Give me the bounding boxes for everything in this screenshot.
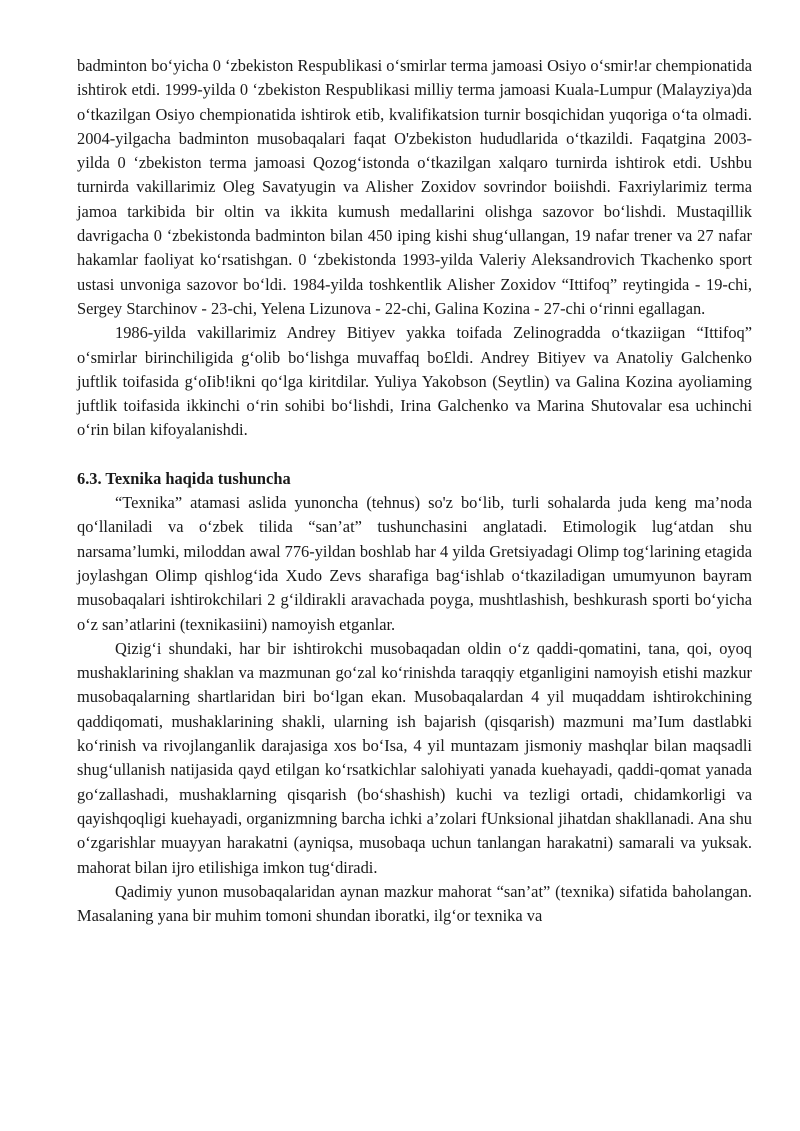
paragraph: Qizig‘i shundaki, har bir ishtirokchi musobaqadan oldin o‘z qaddi-qomatini, tana, qoi, oyoq mushaklarining shaklan va mazmunan go‘zal ko‘rinishda taraqqiy etganligini namoyish etishi mazkur musobaqalarning shartlaridan biri bo‘lgan ekan. Musobaqalardan 4 yil muqaddam ishtirokchining qaddiqomati, mushaklarining shakli, ularning ish bajarish (qisqarish) mazmuni ma’Ium dastlabki ko‘rinish va rivojlanganlik darajasiga xos bo‘Isa, 4 yil muntazam jismoniy mashqlar bilan maqsadli shug‘ullanish natijasida qayd etilgan ko‘rsatkichlar salohiyati yanada kuehayadi, qaddi-qomat yanada go‘zallashadi, mushaklarning qisqarish (bo‘shashish) kuchi va tezligi ortadi, chidamkorligi va qayishqoqligi kuehayadi, organizmning barcha ichki a’zolari fUnksional jihatdan shakllanadi. Ana shu o‘zgarishlar muayyan harakatni (ayniqsa, musobaqa uchun tanlangan harakatni) samarali va yuksak. mahorat bilan ijro etilishiga imkon tug‘diradi.: [77, 638, 752, 877]
paragraph: “Texnika” atamasi aslida yunoncha (tehnus) so'z bo‘lib, turli sohalarda juda keng ma’noda qo‘llaniladi va o‘zbek tilida “san’at” tushunchasini anglatadi. Etimologik lug‘atdan shu narsama’lumki, miloddan awal 776-yildan boshlab har 4 yilda Gretsiyadagi Olimp tog‘larining etagida joylashgan Olimp qishlog‘ida Xudo Zevs sharafiga bag‘ishlab o‘tkaziladigan umumyunon bayram musobaqalari ishtirokchilari 2 g‘ildirakli aravachada poyga, mushtlashish, beshkurash sporti bo‘yicha o‘z san’atlarini (texnikasiini) namoyish etganlar.: [77, 493, 752, 634]
paragraph: Qadimiy yunon musobaqalaridan aynan mazkur mahorat “san’at” (texnika) sifatida baholangan. Masalaning yana bir muhim tomoni shundan iboratki, ilg‘or texnika va: [77, 881, 752, 926]
paragraph: 1986-yilda vakillarimiz Andrey Bitiyev yakka toifada Zelinogradda o‘tkaziigan “Ittifoq” o‘smirlar birinchiligida g‘olib bo‘lishga muvaffaq bo£ldi. Andrey Bitiyev va Anatoliy Galchenko juftlik toifasida g‘oIib!ikni qo‘lga kiritdilar. Yuliya Yakobson (Seytlin) va Galina Kozina ayoliaming juftlik toifasida ikkinchi o‘rin sohibi bo‘lishdi, Irina Galchenko va Marina Shutovalar esa uchinchi o‘rin bilan kifoyalanishdi.: [77, 323, 752, 440]
paragraph: badminton bo‘yicha 0 ‘zbekiston Respublikasi o‘smirlar terma jamoasi Osiyo o‘smir!ar chempionatida ishtirok etdi. 1999-yilda 0 ‘zbekiston Respublikasi milliy terma jamoasi Kuala-Lumpur (Malayziya)da o‘tkazilgan Osiyo chempionatida ishtirok etib, kvalifikatsion turnir bosqichidan yuqoriga o‘ta olmadi. 2004-yilgacha badminton musobaqalari faqat O'zbekiston hududlarida o‘tkazildi. Faqatgina 2003-yilda 0 ‘zbekiston terma jamoasi Qozog‘istonda o‘tkazilgan xalqaro turnirda ishtirok etdi. Ushbu turnirda vakillarimiz Oleg Savatyugin va Alisher Zoxidov sovrindor boiishdi. Faxriylarimiz terma jamoa tarkibida bir oltin va ikkita kumush medallarini olishga sazovor bo‘lishdi. Mustaqillik davrigacha 0 ‘zbekistonda badminton bilan 450 iping kishi shug‘ullangan, 19 nafar trener va 27 nafar hakamlar faoliyat ko‘rsatishgan. 0 ‘zbekistonda 1993-yilda Valeriy Aleksandrovich Tkachenko sport ustasi unvoniga sazovor bo‘ldi. 1984-yilda toshkentlik Alisher Zoxidov “Ittifoq” reytingida - 19-chi, Sergey Starchinov - 23-chi, Yelena Lizunova - 22-chi, Galina Kozina - 27-chi o‘rinni egallagan.: [77, 56, 752, 318]
document-page: [77, 54, 752, 928]
section-heading: 6.3. Texnika haqida tushuncha: [77, 468, 291, 488]
